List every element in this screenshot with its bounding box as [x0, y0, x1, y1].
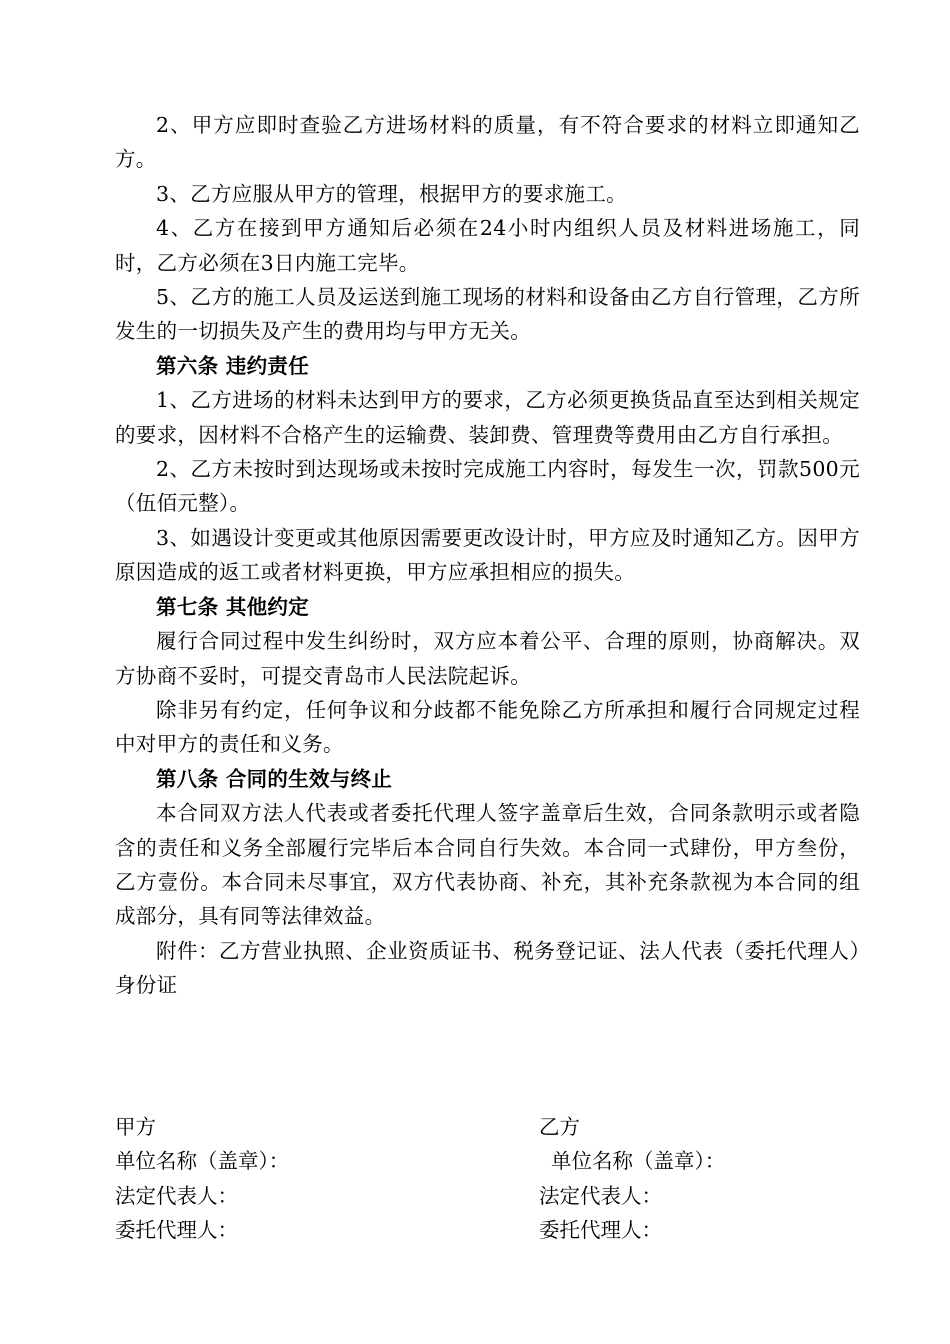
- party-b-title: 乙方: [539, 1115, 580, 1139]
- party-a-agent-label: 委托代理人：: [115, 1218, 238, 1243]
- signature-row-party: [115, 1110, 860, 1144]
- contract-body: [115, 108, 860, 1003]
- party-a-title: 甲方: [115, 1115, 156, 1139]
- article-8-attachments: 附件：乙方营业执照、企业资质证书、税务登记证、法人代表（委托代理人）身份证: [115, 938, 860, 998]
- signature-row-legal-rep: [115, 1179, 860, 1213]
- party-a-legal-rep-label: 法定代表人：: [115, 1183, 238, 1208]
- clause-5-item-4: 4、乙方在接到甲方通知后必须在24小时内组织人员及材料进场施工，同时，乙方必须在3日内施工完毕。: [115, 216, 860, 275]
- clause-5-item-2: 2、甲方应即时查验乙方进场材料的质量，有不符合要求的材料立即通知乙方。: [115, 113, 860, 172]
- article-6-item-3: 3、如遇设计变更或其他原因需要更改设计时，甲方应及时通知乙方。因甲方原因造成的返工或者材料更换，甲方应承担相应的损失。: [115, 525, 860, 585]
- clause-5-item-3: 3、乙方应服从甲方的管理，根据甲方的要求施工。: [156, 181, 627, 206]
- signature-row-unit: [115, 1144, 860, 1178]
- party-b-agent-label: 委托代理人：: [539, 1218, 662, 1243]
- clause-5-item-5: 5、乙方的施工人员及运送到施工现场的材料和设备由乙方自行管理，乙方所发生的一切损失及产生的费用均与甲方无关。: [115, 285, 860, 344]
- article-7-para-1: 履行合同过程中发生纠纷时，双方应本着公平、合理的原则，协商解决。双方协商不妥时，可提交青岛市人民法院起诉。: [115, 629, 860, 688]
- party-b-legal-rep-label: 法定代表人：: [539, 1183, 662, 1208]
- article-6-heading: 第六条 违约责任: [156, 353, 310, 378]
- article-8-heading: 第八条 合同的生效与终止: [156, 766, 393, 791]
- party-a-unit-label: 单位名称（盖章）：: [115, 1149, 290, 1174]
- article-8-para-1: 本合同双方法人代表或者委托代理人签字盖章后生效，合同条款明示或者隐含的责任和义务全部履行完毕后本合同自行失效。本合同一式肆份，甲方叁份，乙方壹份。本合同未尽事宜，双方代表协商、补充，其补充条款视为本合同的组成部分，具有同等法律效益。: [115, 801, 860, 929]
- signature-row-agent: [115, 1213, 860, 1247]
- article-7-heading: 第七条 其他约定: [156, 594, 310, 619]
- article-6-item-1: 1、乙方进场的材料未达到甲方的要求，乙方必须更换货品直至达到相关规定的要求，因材料不合格产生的运输费、装卸费、管理费等费用由乙方自行承担。: [115, 388, 860, 447]
- article-6-item-2: 2、乙方未按时到达现场或未按时完成施工内容时，每发生一次，罚款500元（伍佰元整）。: [115, 457, 860, 516]
- article-7-para-2: 除非另有约定，任何争议和分歧都不能免除乙方所承担和履行合同规定过程中对甲方的责任和义务。: [115, 697, 860, 757]
- signature-block: [115, 1110, 860, 1248]
- party-b-unit-label: 单位名称（盖章）：: [551, 1149, 726, 1174]
